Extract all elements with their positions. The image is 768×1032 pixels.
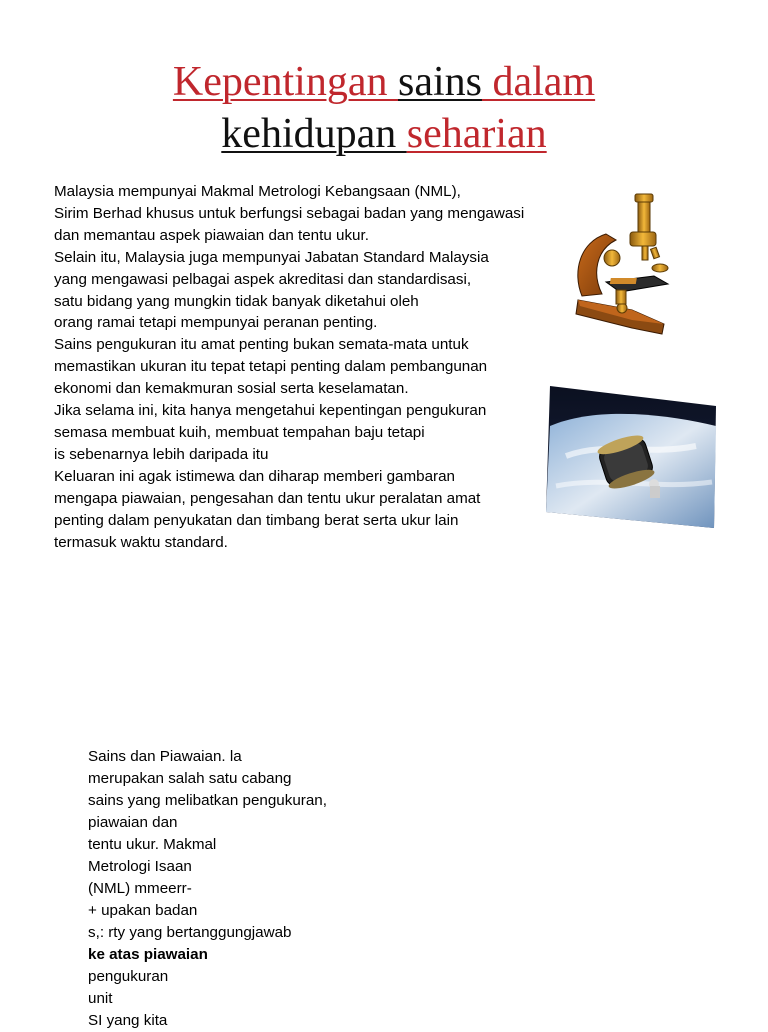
text-line: merupakan salah satu cabang	[88, 770, 292, 787]
text-line: unit	[88, 990, 113, 1007]
microscope-icon	[572, 192, 672, 342]
text-line: Sirim Berhad khusus untuk berfungsi sebagai badan yang mengawasi	[54, 204, 525, 222]
text-line: is sebenarnya lebih daripada itu	[54, 445, 269, 463]
text-line: memastikan ukuran itu tepat tetapi penting dalam pembangunan	[54, 358, 488, 376]
text-line: (NML) mmeerr-	[88, 880, 192, 897]
satellite-in-orbit-photo	[546, 386, 718, 528]
bold-text-line: ke atas piawaian	[88, 946, 208, 963]
text-line: mengapa piawaian, pengesahan dan tentu ukur peralatan amat	[54, 489, 481, 507]
text-line: semasa membuat kuih, membuat tempahan baju tetapi	[54, 423, 425, 441]
text-line: yang mengawasi pelbagai aspek akreditasi dan standardisasi,	[54, 270, 472, 288]
text-line: s,: rty yang bertanggungjawab	[88, 924, 292, 941]
body-paragraph-2	[88, 746, 388, 1032]
text-line: satu bidang yang mungkin tidak banyak diketahui oleh	[54, 292, 419, 310]
text-line: Jika selama ini, kita hanya mengetahui kepentingan pengukuran	[54, 402, 487, 420]
title-word-kepentingan: Kepentingan	[172, 59, 398, 105]
title-word-seharian: seharian	[406, 111, 547, 157]
text-line: Sains dan Piawaian. la	[88, 748, 242, 765]
text-line: tentu ukur. Makmal	[88, 836, 217, 853]
text-line: SI yang kita	[88, 1012, 168, 1029]
title-word-sains: sains	[397, 59, 482, 105]
text-line: dan memantau aspek piawaian dan tentu ukur.	[54, 226, 369, 244]
text-line: orang ramai tetapi mempunyai peranan penting.	[54, 314, 378, 332]
text-line: Selain itu, Malaysia juga mempunyai Jabatan Standard Malaysia	[54, 248, 489, 266]
title-line-2	[0, 108, 768, 160]
text-line: sains yang melibatkan pengukuran,	[88, 792, 327, 809]
text-line: + upakan badan	[88, 902, 198, 919]
title-line-1	[0, 56, 768, 108]
title-word-kehidupan: kehidupan	[221, 111, 407, 157]
text-line: Sains pengukuran itu amat penting bukan semata-mata untuk	[54, 336, 469, 354]
text-line: termasuk waktu standard.	[54, 533, 228, 551]
title-word-dalam: dalam	[481, 59, 596, 105]
text-line: pengukuran	[88, 968, 169, 985]
text-line: piawaian dan	[88, 814, 178, 831]
text-line: ekonomi dan kemakmuran sosial serta keselamatan.	[54, 380, 409, 398]
page-title	[0, 56, 768, 160]
body-paragraph-1	[54, 181, 574, 553]
text-line: penting dalam penyukatan dan timbang berat serta ukur lain	[54, 511, 459, 529]
text-line: Keluaran ini agak istimewa dan diharap memberi gambaran	[54, 467, 456, 485]
text-line: Malaysia mempunyai Makmal Metrologi Kebangsaan (NML),	[54, 183, 461, 200]
text-line: Metrologi Isaan	[88, 858, 192, 875]
